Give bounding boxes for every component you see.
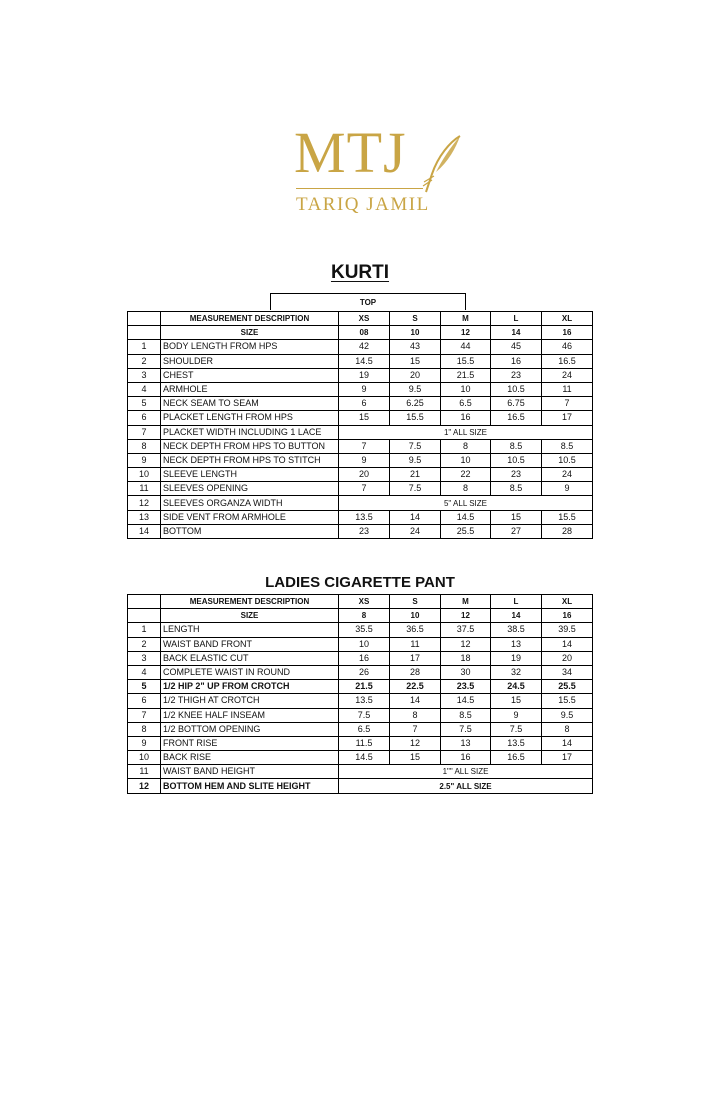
measurement-description: NECK DEPTH FROM HPS TO BUTTON [161,439,339,453]
measurement-value: 10.5 [491,453,542,467]
row-number: 10 [128,468,161,482]
table-row [128,779,593,793]
kurti-size-table [127,311,593,539]
measurement-value: 9 [491,708,542,722]
measurement-description: SHOULDER [161,354,339,368]
measurement-value: 11 [390,637,441,651]
measurement-value: 46 [542,340,593,354]
measurement-description: 1/2 BOTTOM OPENING [161,722,339,736]
size-value: 16 [542,326,593,340]
measurement-value: 14 [542,637,593,651]
all-size-value: 1"" ALL SIZE [339,765,593,779]
measurement-value: 15 [491,510,542,524]
measurement-value: 17 [390,651,441,665]
all-size-value: 5" ALL SIZE [339,496,593,510]
column-header-description: MEASUREMENT DESCRIPTION [161,312,339,326]
measurement-value: 24 [390,524,441,538]
measurement-value: 8.5 [491,482,542,496]
column-header-size: M [441,312,491,326]
table-row [128,482,593,496]
table-row [128,637,593,651]
measurement-value: 13 [441,736,491,750]
measurement-value: 19 [491,651,542,665]
measurement-value: 14 [390,694,441,708]
table-row [128,453,593,467]
measurement-value: 15.5 [390,411,441,425]
size-value: 16 [542,609,593,623]
measurement-value: 16 [339,651,390,665]
measurement-description: FRONT RISE [161,736,339,750]
blank-cell [128,326,161,340]
measurement-description: BOTTOM HEM AND SLITE HEIGHT [161,779,339,793]
measurement-value: 13.5 [491,736,542,750]
measurement-value: 6.75 [491,397,542,411]
measurement-value: 14.5 [441,510,491,524]
measurement-value: 7.5 [441,722,491,736]
column-header-size: M [441,595,491,609]
measurement-value: 10 [441,453,491,467]
measurement-value: 14 [390,510,441,524]
measurement-value: 7.5 [390,439,441,453]
measurement-value: 13.5 [339,510,390,524]
measurement-value: 16 [441,751,491,765]
pant-title: LADIES CIGARETTE PANT [265,574,455,591]
size-value: 10 [390,326,441,340]
measurement-value: 19 [339,368,390,382]
feather-quill-icon [420,134,464,194]
measurement-value: 6 [339,397,390,411]
row-number: 9 [128,453,161,467]
row-number: 2 [128,354,161,368]
measurement-value: 25.5 [542,680,593,694]
row-number: 1 [128,623,161,637]
row-number: 6 [128,694,161,708]
table-row [128,708,593,722]
size-value: 14 [491,609,542,623]
measurement-description: SLEEVES ORGANZA WIDTH [161,496,339,510]
column-header-size: XS [339,312,390,326]
size-value: 08 [339,326,390,340]
measurement-description: SIDE VENT FROM ARMHOLE [161,510,339,524]
measurement-description: SLEEVES OPENING [161,482,339,496]
measurement-value: 22.5 [390,680,441,694]
column-header-size: S [390,595,441,609]
measurement-value: 6.5 [339,722,390,736]
measurement-value: 36.5 [390,623,441,637]
size-row [128,609,593,623]
measurement-value: 18 [441,651,491,665]
measurement-value: 15.5 [542,510,593,524]
column-header-size: XL [542,312,593,326]
row-number: 4 [128,382,161,396]
measurement-value: 10 [339,637,390,651]
measurement-value: 21.5 [441,368,491,382]
table-row [128,439,593,453]
row-number: 2 [128,637,161,651]
measurement-description: 1/2 THIGH AT CROTCH [161,694,339,708]
measurement-value: 35.5 [339,623,390,637]
measurement-value: 14.5 [441,694,491,708]
measurement-value: 16.5 [542,354,593,368]
row-number: 13 [128,510,161,524]
table-row [128,510,593,524]
measurement-value: 24 [542,468,593,482]
measurement-value: 7 [542,397,593,411]
column-header-size: L [491,595,542,609]
table-row [128,411,593,425]
size-label: SIZE [161,326,339,340]
measurement-description: WAIST BAND FRONT [161,637,339,651]
measurement-value: 10 [441,382,491,396]
row-number: 3 [128,651,161,665]
size-value: 12 [441,326,491,340]
row-number: 10 [128,751,161,765]
measurement-value: 17 [542,411,593,425]
measurement-value: 16.5 [491,411,542,425]
table-row [128,354,593,368]
kurti-title: KURTI [330,262,390,283]
column-header-description: MEASUREMENT DESCRIPTION [161,595,339,609]
row-number: 7 [128,425,161,439]
table-row [128,623,593,637]
all-size-value: 1" ALL SIZE [339,425,593,439]
table-row [128,496,593,510]
measurement-value: 24.5 [491,680,542,694]
measurement-value: 17 [542,751,593,765]
size-row [128,326,593,340]
table-row [128,524,593,538]
measurement-value: 14.5 [339,751,390,765]
measurement-value: 21.5 [339,680,390,694]
measurement-value: 7 [339,482,390,496]
row-number: 3 [128,368,161,382]
logo-mark: MTJ [294,120,407,185]
size-value: 12 [441,609,491,623]
measurement-value: 32 [491,665,542,679]
table-row [128,751,593,765]
table-row [128,736,593,750]
measurement-value: 20 [390,368,441,382]
measurement-value: 8.5 [441,708,491,722]
measurement-value: 20 [542,651,593,665]
row-number: 6 [128,411,161,425]
row-number: 12 [128,779,161,793]
measurement-value: 7 [339,439,390,453]
measurement-value: 11.5 [339,736,390,750]
row-number: 7 [128,708,161,722]
row-number: 4 [128,665,161,679]
column-header-size: S [390,312,441,326]
measurement-value: 8 [441,482,491,496]
row-number: 11 [128,765,161,779]
measurement-value: 9.5 [390,453,441,467]
measurement-description: LENGTH [161,623,339,637]
measurement-value: 10.5 [491,382,542,396]
row-number: 5 [128,397,161,411]
measurement-value: 42 [339,340,390,354]
measurement-value: 24 [542,368,593,382]
measurement-value: 44 [441,340,491,354]
measurement-value: 10.5 [542,453,593,467]
table-row [128,368,593,382]
measurement-value: 15 [491,694,542,708]
measurement-value: 15 [390,354,441,368]
measurement-value: 7.5 [491,722,542,736]
table-row [128,694,593,708]
measurement-value: 43 [390,340,441,354]
measurement-value: 9 [339,453,390,467]
measurement-description: CHEST [161,368,339,382]
measurement-value: 8 [390,708,441,722]
measurement-value: 15.5 [441,354,491,368]
measurement-value: 12 [441,637,491,651]
row-number: 8 [128,439,161,453]
measurement-description: BODY LENGTH FROM HPS [161,340,339,354]
measurement-value: 27 [491,524,542,538]
table-row [128,425,593,439]
measurement-description: NECK SEAM TO SEAM [161,397,339,411]
measurement-value: 16 [441,411,491,425]
measurement-description: PLACKET LENGTH FROM HPS [161,411,339,425]
all-size-value: 2.5" ALL SIZE [339,779,593,793]
table-row [128,340,593,354]
measurement-value: 6.25 [390,397,441,411]
measurement-value: 28 [542,524,593,538]
measurement-value: 13 [491,637,542,651]
blank-cell [128,609,161,623]
row-number: 8 [128,722,161,736]
table-row [128,722,593,736]
measurement-value: 26 [339,665,390,679]
measurement-description: BACK RISE [161,751,339,765]
measurement-value: 16.5 [491,751,542,765]
measurement-value: 11 [542,382,593,396]
column-header-size: XL [542,595,593,609]
measurement-value: 34 [542,665,593,679]
measurement-value: 23 [491,368,542,382]
table-row [128,665,593,679]
measurement-value: 23 [491,468,542,482]
measurement-value: 14 [542,736,593,750]
measurement-value: 13.5 [339,694,390,708]
measurement-description: COMPLETE WAIST IN ROUND [161,665,339,679]
measurement-value: 30 [441,665,491,679]
measurement-value: 23.5 [441,680,491,694]
row-number: 1 [128,340,161,354]
measurement-value: 8.5 [491,439,542,453]
header-row [128,595,593,609]
measurement-description: BOTTOM [161,524,339,538]
logo-brand-name: TARIQ JAMIL [296,194,430,215]
measurement-value: 15.5 [542,694,593,708]
column-header-size: L [491,312,542,326]
measurement-value: 22 [441,468,491,482]
measurement-value: 8 [441,439,491,453]
column-header-size: XS [339,595,390,609]
measurement-value: 20 [339,468,390,482]
top-group-label: TOP [270,293,466,310]
measurement-description: 1/2 HIP 2" UP FROM CROTCH [161,680,339,694]
pant-size-table [127,594,593,794]
row-number: 5 [128,680,161,694]
measurement-value: 9 [339,382,390,396]
size-label: SIZE [161,609,339,623]
row-number: 11 [128,482,161,496]
blank-cell [128,595,161,609]
measurement-value: 16 [491,354,542,368]
measurement-value: 7.5 [339,708,390,722]
size-value: 10 [390,609,441,623]
row-number: 12 [128,496,161,510]
header-row [128,312,593,326]
table-row [128,765,593,779]
table-row [128,651,593,665]
measurement-value: 8.5 [542,439,593,453]
table-row [128,382,593,396]
measurement-value: 12 [390,736,441,750]
measurement-description: WAIST BAND HEIGHT [161,765,339,779]
measurement-value: 37.5 [441,623,491,637]
measurement-value: 9.5 [390,382,441,396]
measurement-value: 14.5 [339,354,390,368]
row-number: 14 [128,524,161,538]
logo-divider [296,188,423,189]
measurement-description: ARMHOLE [161,382,339,396]
measurement-value: 25.5 [441,524,491,538]
blank-cell [128,312,161,326]
measurement-value: 23 [339,524,390,538]
measurement-description: BACK ELASTIC CUT [161,651,339,665]
measurement-value: 7.5 [390,482,441,496]
measurement-value: 9.5 [542,708,593,722]
measurement-description: NECK DEPTH FROM HPS TO STITCH [161,453,339,467]
measurement-value: 45 [491,340,542,354]
measurement-value: 38.5 [491,623,542,637]
size-value: 14 [491,326,542,340]
measurement-value: 9 [542,482,593,496]
measurement-value: 39.5 [542,623,593,637]
size-value: 8 [339,609,390,623]
measurement-value: 15 [390,751,441,765]
table-row [128,397,593,411]
measurement-value: 7 [390,722,441,736]
brand-logo [0,122,720,222]
measurement-value: 8 [542,722,593,736]
measurement-value: 21 [390,468,441,482]
measurement-description: PLACKET WIDTH INCLUDING 1 LACE [161,425,339,439]
measurement-value: 15 [339,411,390,425]
table-row [128,680,593,694]
measurement-value: 6.5 [441,397,491,411]
table-row [128,468,593,482]
row-number: 9 [128,736,161,750]
measurement-description: SLEEVE LENGTH [161,468,339,482]
measurement-value: 28 [390,665,441,679]
measurement-description: 1/2 KNEE HALF INSEAM [161,708,339,722]
